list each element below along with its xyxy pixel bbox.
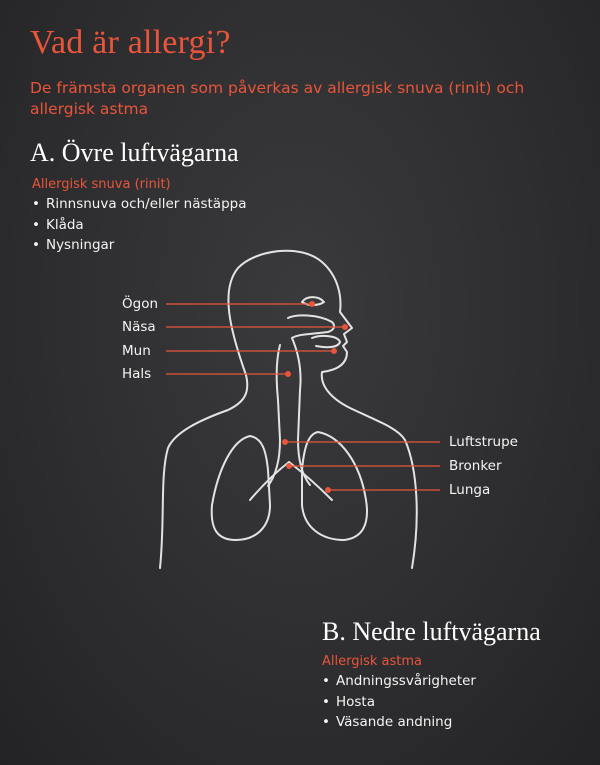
symptom-item: • Andningssvårigheter: [322, 671, 476, 692]
symptom-item: • Hosta: [322, 692, 476, 713]
label-bronker: Bronker: [449, 458, 502, 474]
marker-dot-hals: [285, 371, 291, 377]
section-b-symptom-list: [322, 671, 476, 733]
marker-dot-ogon: [309, 301, 315, 307]
section-b-subheading: Allergisk astma: [322, 654, 422, 669]
label-ogon: Ögon: [122, 296, 159, 312]
section-a-subheading: Allergisk snuva (rinit): [32, 177, 171, 192]
label-lunga: Lunga: [449, 482, 491, 498]
label-luftstrupe: Luftstrupe: [449, 434, 518, 450]
airway-front: [292, 338, 310, 485]
symptom-item: • Klåda: [32, 215, 247, 236]
symptom-item: • Nysningar: [32, 235, 247, 256]
marker-dot-mun: [331, 348, 337, 354]
page-title: Vad är allergi?: [30, 24, 231, 61]
body-outline: [228, 251, 416, 568]
marker-dot-luftstrupe: [282, 439, 288, 445]
symptom-item: • Väsande andning: [322, 712, 476, 733]
lung-right: [302, 432, 367, 540]
label-mun: Mun: [122, 343, 151, 359]
marker-dot-nasa: [342, 324, 348, 330]
section-b-heading: B. Nedre luftvägarna: [322, 617, 541, 646]
marker-dot-lunga: [325, 487, 331, 493]
label-nasa: Näsa: [122, 319, 156, 335]
label-hals: Hals: [122, 366, 152, 382]
section-a-heading: A. Övre luftvägarna: [30, 138, 239, 167]
page-subtitle: De främsta organen som påverkas av allergisk snuva (rinit) och allergisk astma: [30, 79, 525, 118]
symptom-item: • Rinnsnuva och/eller nästäppa: [32, 194, 247, 215]
marker-dot-bronker: [286, 463, 292, 469]
airway-back: [268, 345, 280, 486]
mouth-outline: [312, 336, 340, 347]
